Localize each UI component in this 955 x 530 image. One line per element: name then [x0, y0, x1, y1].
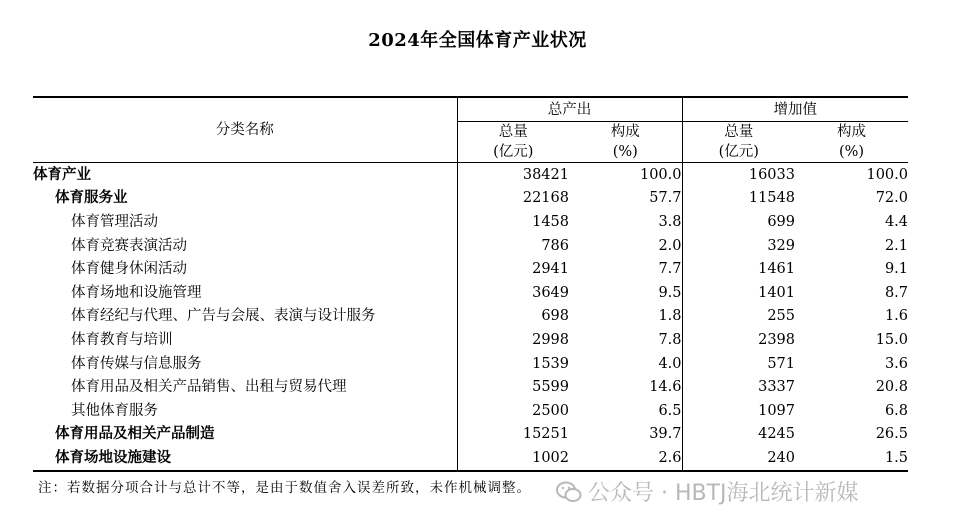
table-row: [33, 210, 908, 234]
row-name: 体育用品及相关产品制造: [33, 423, 457, 447]
wechat-icon: [556, 481, 582, 503]
output-total: 1539: [532, 355, 569, 372]
output-total: 38421: [522, 166, 569, 183]
header-value-added: 增加值: [682, 97, 908, 122]
header-added-share: 构成 (%): [795, 122, 908, 163]
footnote: 注：若数据分项合计与总计不等，是由于数值舍入误差所致，未作机械调整。: [38, 480, 531, 496]
table-row: [33, 305, 908, 329]
table-row: [33, 446, 908, 471]
added-share: 9.1: [884, 261, 908, 278]
row-name: 体育管理活动: [33, 210, 457, 234]
added-share: 72.0: [875, 190, 908, 207]
added-share: 3.6: [884, 355, 908, 372]
added-share: 6.8: [884, 402, 908, 419]
added-share: 15.0: [875, 331, 908, 348]
sports-industry-table: [33, 96, 908, 472]
table-row: [33, 375, 908, 399]
output-share: 4.0: [569, 352, 682, 376]
added-share: 1.6: [884, 308, 908, 325]
row-name: 体育场地和设施管理: [33, 281, 457, 305]
added-total: 255: [767, 308, 795, 325]
header-output-total: 总量 (亿元): [457, 122, 569, 163]
output-share: 100.0: [569, 163, 682, 187]
added-share: 1.5: [795, 446, 908, 471]
output-total: 2998: [532, 331, 569, 348]
row-name: 体育服务业: [33, 187, 457, 211]
header-gross-output: 总产出: [457, 97, 682, 122]
row-name: 体育产业: [33, 163, 457, 187]
row-name: 体育健身休闲活动: [33, 257, 457, 281]
output-share: 3.8: [569, 210, 682, 234]
added-total: 240: [682, 446, 795, 471]
table-row: [33, 187, 908, 211]
added-total: 329: [767, 237, 795, 254]
table-row: [33, 328, 908, 352]
output-total: 2941: [532, 261, 569, 278]
added-total: 11548: [748, 190, 795, 207]
added-share: 8.7: [884, 284, 908, 301]
output-share: 7.8: [569, 328, 682, 352]
added-share: 20.8: [875, 379, 908, 396]
added-total: 4245: [758, 426, 795, 443]
table-row: [33, 281, 908, 305]
output-share: 2.6: [569, 446, 682, 471]
output-share: 1.8: [569, 305, 682, 329]
table-row: [33, 163, 908, 187]
row-name: 体育竞赛表演活动: [33, 234, 457, 258]
output-total: 1002: [457, 446, 569, 471]
header-category: 分类名称: [33, 97, 457, 163]
row-name: 体育教育与培训: [33, 328, 457, 352]
added-total: 699: [767, 213, 795, 230]
output-total: 786: [541, 237, 569, 254]
added-total: 1461: [758, 261, 795, 278]
added-share: 4.4: [884, 213, 908, 230]
output-share: 57.7: [569, 187, 682, 211]
added-total: 16033: [748, 166, 795, 183]
table-row: [33, 234, 908, 258]
row-name: 体育用品及相关产品销售、出租与贸易代理: [33, 375, 457, 399]
output-total: 698: [541, 308, 569, 325]
page-title: 2024年全国体育产业状况: [368, 30, 587, 51]
added-share: 26.5: [875, 426, 908, 443]
output-share: 2.0: [569, 234, 682, 258]
added-total: 571: [767, 355, 795, 372]
watermark: [556, 476, 859, 507]
row-name: 体育场地设施建设: [33, 446, 457, 471]
output-total: 15251: [522, 426, 569, 443]
row-name: 体育传媒与信息服务: [33, 352, 457, 376]
table-row: [33, 423, 908, 447]
added-share: 2.1: [884, 237, 908, 254]
header-added-total: 总量 (亿元): [682, 122, 795, 163]
header-output-share: 构成 (%): [569, 122, 682, 163]
output-share: 6.5: [569, 399, 682, 423]
table-row: [33, 352, 908, 376]
row-name: 其他体育服务: [33, 399, 457, 423]
added-total: 2398: [758, 331, 795, 348]
added-share: 100.0: [866, 166, 908, 183]
output-total: 3649: [532, 284, 569, 301]
output-share: 9.5: [569, 281, 682, 305]
output-total: 5599: [532, 379, 569, 396]
row-name: 体育经纪与代理、广告与会展、表演与设计服务: [33, 305, 457, 329]
table-row: [33, 399, 908, 423]
output-share: 39.7: [569, 423, 682, 447]
table-row: [33, 257, 908, 281]
output-share: 7.7: [569, 257, 682, 281]
output-total: 2500: [532, 402, 569, 419]
added-total: 3337: [758, 379, 795, 396]
watermark-text: 公众号 · HBTJ海北统计新媒: [588, 481, 859, 506]
added-total: 1401: [758, 284, 795, 301]
added-total: 1097: [758, 402, 795, 419]
output-total: 1458: [532, 213, 569, 230]
output-share: 14.6: [569, 375, 682, 399]
output-total: 22168: [522, 190, 569, 207]
